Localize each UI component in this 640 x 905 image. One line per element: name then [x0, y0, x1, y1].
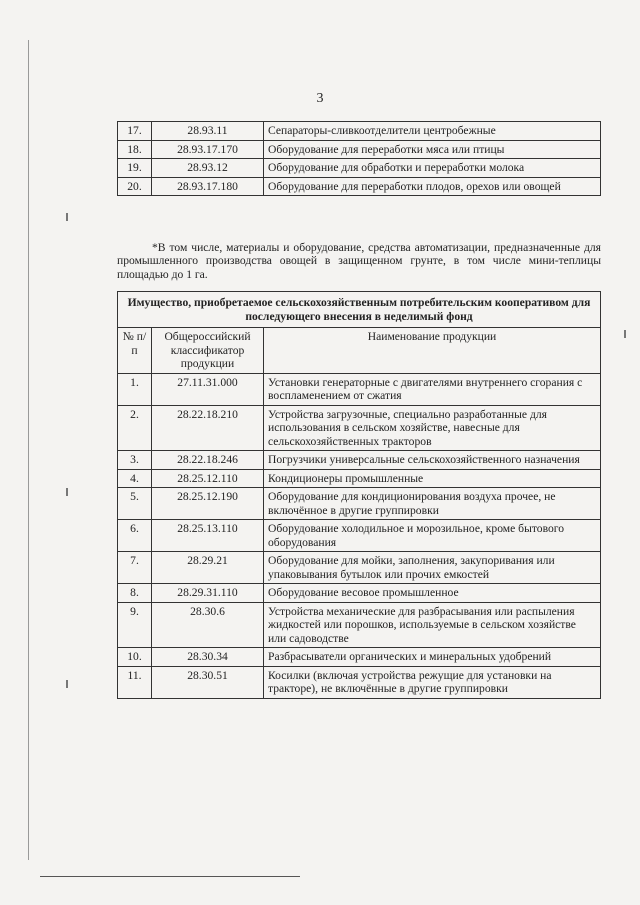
- table-row: [118, 520, 601, 552]
- scan-speck: [624, 330, 626, 338]
- classifier-code: 28.93.11: [152, 122, 264, 141]
- scan-margin-line: [28, 40, 29, 860]
- classifier-code: 28.30.34: [152, 648, 264, 667]
- product-name: Оборудование для обработки и переработки молока: [264, 159, 601, 178]
- table-row: [118, 552, 601, 584]
- table-row: [118, 159, 601, 178]
- classifier-code: 28.22.18.210: [152, 405, 264, 451]
- row-number: 6.: [118, 520, 152, 552]
- product-name: Оборудование для переработки плодов, орехов или овощей: [264, 177, 601, 196]
- row-number: 17.: [118, 122, 152, 141]
- row-number: 7.: [118, 552, 152, 584]
- classifier-code: 28.29.31.110: [152, 584, 264, 603]
- classifier-code: 28.93.17.170: [152, 140, 264, 159]
- equipment-table-continued: [117, 121, 601, 196]
- row-number: 19.: [118, 159, 152, 178]
- table-title: Имущество, приобретаемое сельскохозяйственным потребительским кооперативом для последующего внесения в неделимый фонд: [118, 292, 601, 328]
- row-number: 18.: [118, 140, 152, 159]
- product-name: Кондиционеры промышленные: [264, 469, 601, 488]
- row-number: 2.: [118, 405, 152, 451]
- classifier-code: 28.22.18.246: [152, 451, 264, 470]
- product-name: Оборудование для переработки мяса или птицы: [264, 140, 601, 159]
- table-row: [118, 648, 601, 667]
- product-name: Косилки (включая устройства режущие для установки на тракторе), не включённые в другие группировки: [264, 666, 601, 698]
- classifier-code: 27.11.31.000: [152, 373, 264, 405]
- classifier-code: 28.25.12.110: [152, 469, 264, 488]
- classifier-code: 28.30.51: [152, 666, 264, 698]
- table-row: [118, 488, 601, 520]
- product-name: Оборудование для мойки, заполнения, закупоривания или упаковывания бутылок или прочих емкостей: [264, 552, 601, 584]
- table-row: [118, 584, 601, 603]
- table-row: [118, 177, 601, 196]
- row-number: 5.: [118, 488, 152, 520]
- classifier-code: 28.93.12: [152, 159, 264, 178]
- row-number: 3.: [118, 451, 152, 470]
- row-number: 11.: [118, 666, 152, 698]
- table-row: [118, 469, 601, 488]
- table-row: [118, 140, 601, 159]
- table-row: [118, 373, 601, 405]
- classifier-code: 28.25.12.190: [152, 488, 264, 520]
- scan-speck: [66, 680, 68, 688]
- row-number: 8.: [118, 584, 152, 603]
- table-row: [118, 666, 601, 698]
- product-name: Оборудование для кондиционирования воздуха прочее, не включённое в другие группировки: [264, 488, 601, 520]
- column-header-name: Наименование продукции: [264, 328, 601, 374]
- scan-speck: [66, 488, 68, 496]
- product-name: Установки генераторные с двигателями внутреннего сгорания с воспламенением от сжатия: [264, 373, 601, 405]
- product-name: Оборудование холодильное и морозильное, кроме бытового оборудования: [264, 520, 601, 552]
- row-number: 4.: [118, 469, 152, 488]
- product-name: Устройства механические для разбрасывания или распыления жидкостей или порошков, используемые в сельском хозяйстве или садоводстве: [264, 602, 601, 648]
- indivisible-fund-table: [117, 291, 601, 699]
- bottom-rule: [40, 876, 300, 877]
- footnote: *В том числе, материалы и оборудование, средства автоматизации, предназначенные для промышленного производства овощей в защищенном грунте, в том числе мини-теплицы площадью до 1 га.: [117, 240, 601, 281]
- scan-speck: [66, 213, 68, 221]
- column-header-code: Общероссийский классификатор продукции: [152, 328, 264, 374]
- row-number: 20.: [118, 177, 152, 196]
- classifier-code: 28.30.6: [152, 602, 264, 648]
- product-name: Разбрасыватели органических и минеральных удобрений: [264, 648, 601, 667]
- classifier-code: 28.93.17.180: [152, 177, 264, 196]
- classifier-code: 28.25.13.110: [152, 520, 264, 552]
- product-name: Погрузчики универсальные сельскохозяйственного назначения: [264, 451, 601, 470]
- table-row: [118, 122, 601, 141]
- product-name: Оборудование весовое промышленное: [264, 584, 601, 603]
- row-number: 1.: [118, 373, 152, 405]
- row-number: 9.: [118, 602, 152, 648]
- product-name: Сепараторы-сливкоотделители центробежные: [264, 122, 601, 141]
- column-header-number: № п/п: [118, 328, 152, 374]
- product-name: Устройства загрузочные, специально разработанные для использования в сельском хозяйстве, навесные для сельскохозяйственных тракторов: [264, 405, 601, 451]
- table-row: [118, 451, 601, 470]
- table-row: [118, 602, 601, 648]
- classifier-code: 28.29.21: [152, 552, 264, 584]
- row-number: 10.: [118, 648, 152, 667]
- page-number: 3: [316, 91, 324, 106]
- table-row: [118, 405, 601, 451]
